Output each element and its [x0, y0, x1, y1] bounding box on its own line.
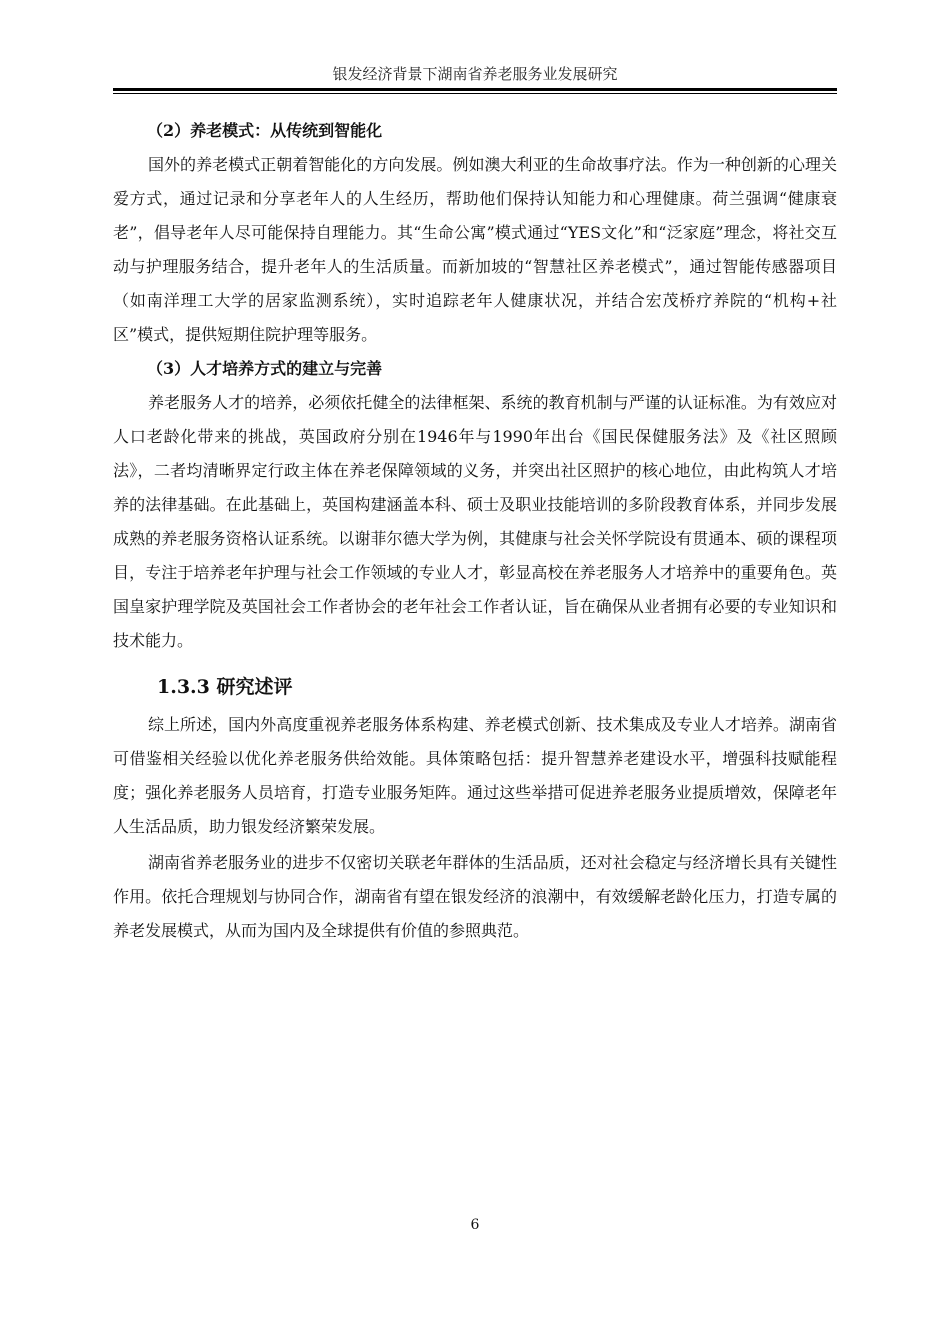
running-header: 银发经济背景下湖南省养老服务业发展研究 [332, 65, 618, 83]
document-body [113, 114, 837, 948]
paragraph-elderly-care-model: 国外的养老模式正朝着智能化的方向发展。例如澳大利亚的生命故事疗法。作为一种创新的心理关爱方式，通过记录和分享老年人的人生经历，帮助他们保持认知能力和心理健康。荷兰强调“健康衰老”，倡导老年人尽可能保持自理能力。其“生命公寓”模式通过“YES文化”和“泛家庭”理念，将社交互动与护理服务结合，提升老年人的生活质量。而新加坡的“智慧社区养老模式”，通过智能传感器项目（如南洋理工大学的居家监测系统），实时追踪老年人健康状况，并结合宏茂桥疗养院的“机构+社区”模式，提供短期住院护理等服务。 [113, 155, 837, 344]
paragraph-talent-training: 养老服务人才的培养，必须依托健全的法律框架、系统的教育机制与严谨的认证标准。为有效应对人口老龄化带来的挑战，英国政府分别在1946年与1990年出台《国民保健服务法》及《社区照顾法》，二者均清晰界定行政主体在养老保障领域的义务，并突出社区照护的核心地位，由此构筑人才培养的法律基础。在此基础上，英国构建涵盖本科、硕士及职业技能培训的多阶段教育体系，并同步发展成熟的养老服务资格认证系统。以谢菲尔德大学为例，其健康与社会关怀学院设有贯通本、硕的课程项目，专注于培养老年护理与社会工作领域的专业人才，彰显高校在养老服务人才培养中的重要角色。英国皇家护理学院及英国社会工作者协会的老年社会工作者认证，旨在确保从业者拥有必要的专业知识和技术能力。 [113, 393, 837, 650]
subsection-heading-elderly-care-model: （2）养老模式：从传统到智能化 [147, 121, 383, 140]
paragraph-review-conclusion: 湖南省养老服务业的进步不仅密切关联老年群体的生活品质，还对社会稳定与经济增长具有关键性作用。依托合理规划与协同合作，湖南省有望在银发经济的浪潮中，有效缓解老龄化压力，打造专属的养老发展模式，从而为国内及全球提供有价值的参照典范。 [113, 853, 837, 940]
header-rule-thick [113, 88, 837, 91]
page-number: 6 [470, 1217, 480, 1233]
subsection-heading-talent-training: （3）人才培养方式的建立与完善 [147, 359, 383, 378]
section-heading-research-review: 1.3.3 研究述评 [157, 676, 293, 698]
paragraph-review-summary: 综上所述，国内外高度重视养老服务体系构建、养老模式创新、技术集成及专业人才培养。湖南省可借鉴相关经验以优化养老服务供给效能。具体策略包括：提升智慧养老建设水平，增强科技赋能程度；强化养老服务人员培育，打造专业服务矩阵。通过这些举措可促进养老服务业提质增效，保障老年人生活品质，助力银发经济繁荣发展。 [113, 715, 837, 836]
header-rule-thin [113, 93, 837, 94]
